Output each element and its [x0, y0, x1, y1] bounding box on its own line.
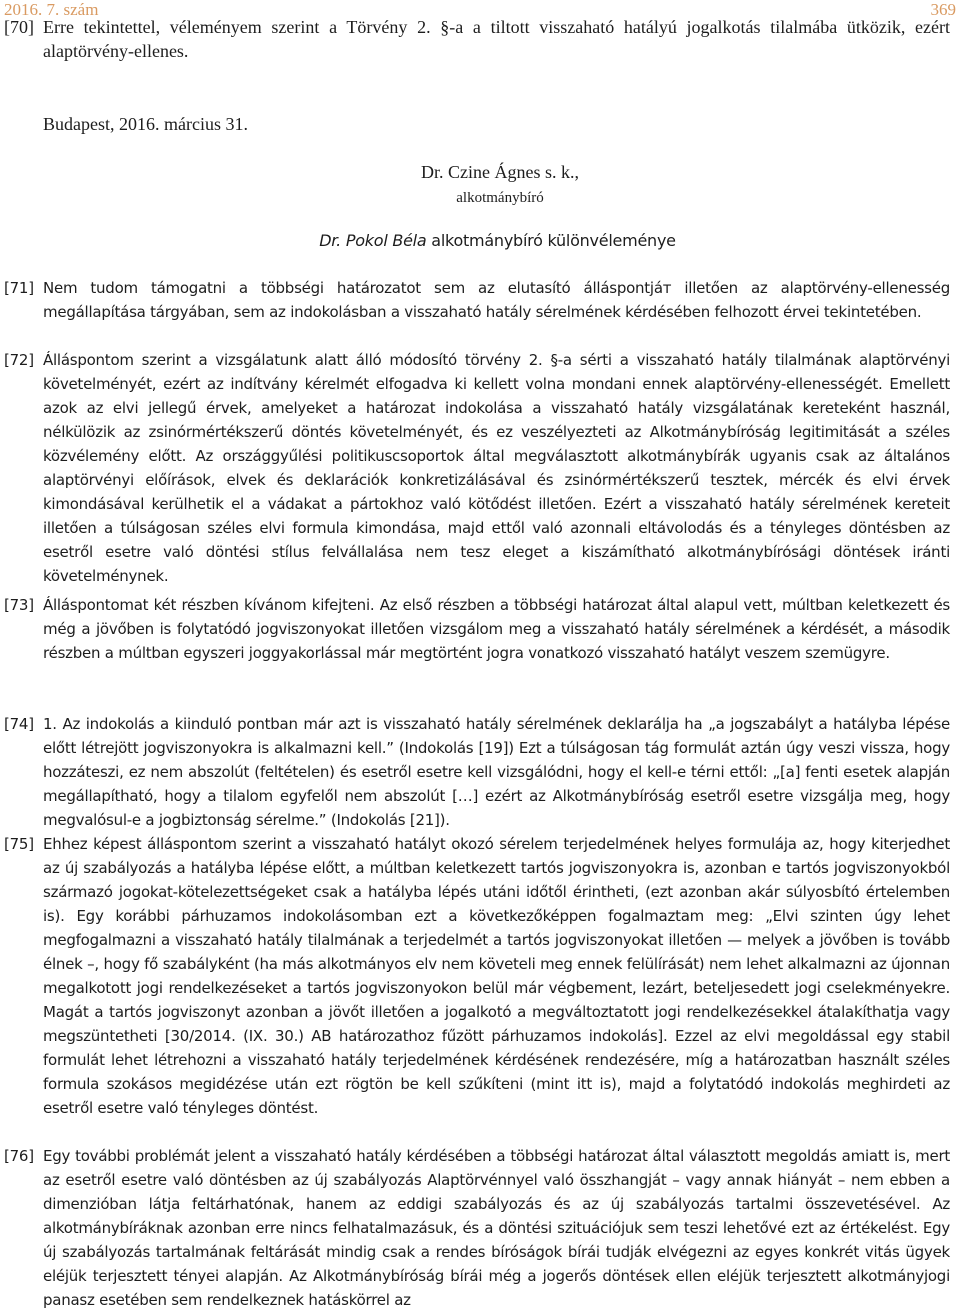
- signature-name: Dr. Czine Ágnes s. k.,: [421, 162, 579, 182]
- issue-label: 2016. 7. szám: [4, 0, 99, 19]
- paragraph-text: Álláspontomat két részben kívánom kifejteni. Az első részben a többségi határozat által alapul vett, múltban keletkezett és még a jövőben is folytatódó jogviszonyokat illetően vizsgálom meg a visszaható hatály sérelmének a kérdését, a második részben a múltban egyszeri joggyakorlással már megtörtént jogra vonatkozó visszaható hatályt veszem szemügyre.: [43, 596, 950, 662]
- paragraph-text: Ehhez képest álláspontom szerint a visszaható hatályt okozó sérelem terjedelmének helyes formulája az, hogy kiterjedhet az új szabályozás a hatályba lépése előtt, a múltban keletkezett tartós jogviszonyokra is, azonban e tartós jogviszonyokból származó jogokat-kötelezettségeket csak a hatályba lépés utáni időtől érintheti, (ezt azonban akár súlyosbító értelemben is). Egy korábbi párhuzamos indokolásomban ezt a következőképpen fogalmaztam meg: „Elvi szinten úgy lehet megfogalmazni a visszaható hatály tilalmának a terjedelmét a tartós jogviszonyokat illetően — melyek a jövőben is tovább élnek –, hogy fő szabályként (ha más alkotmányos elv nem követeli meg ennek felülírását) nem lehet alkalmazni az újonnan megalkotott jogi rendelkezéseket a tartós jogviszonyokon belül már végbement, lezárt, beteljesedett jogi cselekményekre. Magát a tartós jogviszonyt azonban a jövőt illetően a jogalkotó a megváltoztatott jogi rendelkezésekkel átalakíthatja vagy megszüntetheti [30/2014. (IX. 30.) AB határozathoz fűzött párhuzamos indokolás]. Ezzel az elvi megoldással egy stabil formulát lehet létrehozni a visszaható hatály terjedelmének kérdésének rendezésére, míg a határozatban használt széles formula szokásos megidézése után ezt rögtön be kell szűkíteni (mint itt is), majd a folytatódó indokolás meghirdeti az esetről esetre való tényleges döntést.: [43, 835, 950, 1117]
- paragraph-75: [0, 832, 950, 1120]
- dissent-heading: [0, 229, 960, 253]
- dissent-judge-name: Dr. Pokol Béla: [319, 231, 427, 250]
- signing-date: Budapest, 2016. március 31.: [43, 114, 248, 134]
- paragraph-72: [0, 348, 950, 588]
- paragraph-73: [0, 593, 950, 665]
- paragraph-number: [74]: [4, 715, 34, 733]
- paragraph-70: [0, 15, 950, 63]
- paragraph-number: [71]: [4, 279, 34, 297]
- paragraph-number: [75]: [4, 835, 34, 853]
- paragraph-76: [0, 1144, 950, 1312]
- dissent-heading-rest: alkotmánybíró különvéleménye: [426, 231, 676, 250]
- signature-title: alkotmánybíró: [456, 190, 544, 206]
- paragraph-71: [0, 276, 950, 324]
- paragraph-74: [0, 712, 950, 832]
- paragraph-number: [72]: [4, 351, 34, 369]
- paragraph-text: Nem tudom támogatni a többségi határozatot sem az elutasító álláspontjáт illetően az alaptörvény-ellenesség megállapítása tárgyában, sem az indokolásban a visszaható hatály sérelmének kérdésében felhozott érvei tekintetében.: [43, 279, 950, 321]
- paragraph-text: 1. Az indokolás a kiinduló pontban már azt is visszaható hatály sérelmének deklarálja ha „a jogszabályt a hatályba lépése előtt létrejött jogviszonyokra is alkalmazni kell.” (Indokolás [19]) Ezt a túlságosan tág formulát aztán úgy veszi vissza, hogy hozzáteszi, ez nem abszolút (feltételen) és esetről esetre kell vizsgálódni, hogy el kell-e térni ettől: „[a] fenti esetek alapján megállapítható, hogy a tilalom egyfelől nem abszolút […] ezért az Alkotmánybíróság esetről esetre vizsgálja meg, hogy megvalósul-e a jogbiztonság sérelme.” (Indokolás [21]).: [43, 715, 950, 829]
- paragraph-text: Egy további problémát jelent a visszaható hatály kérdésében a többségi határozat által választott megoldás amiatt is, mert az esetről esetre való döntésben az új szabályozás Alaptörvénnyel való összhangját – vagy annak hiányát – nem ebben a dimenzióban látja feltárhatónak, hanem az eddigi szabályozás és az új szabályozás tartalmi összevetésével. Az alkotmánybíráknak azonban erre nincs felhatalmazásuk, és a döntési szituációjuk sem teszi lehetővé ezt az értékelést. Egy új szabályozás tartalmának feltárását mindig csak a rendes bíróságok bírái tudják elvégezni az egyes konkrét vitás ügyek eléjük terjesztett tényei alapján. Az Alkotmánybíróság bírái még a jogerős döntések ellen eléjük terjesztett alkotmányjogi panasz esetében sem rendelkeznek hatáskörrel az: [43, 1147, 950, 1309]
- paragraph-text: Álláspontom szerint a vizsgálatunk alatt álló módosító törvény 2. §-a sérti a visszaható hatály tilalmának alaptörvényi követelményét, ezért az indítvány kérelmét elfogadva ki kellett volna mondani ennek alaptörvény-ellenességét. Emellett azok az elvi jellegű érvek, amelyeket a határozat indokolása a visszaható hatály vizsgálatának kereteként használ, nélkülözik az zsinórmértékszerű döntés követelményét, és ez veszélyezteti az Alkotmánybíróság legitimitását a széles közvélemény előtt. Az országgyűlési politikuscsoportok által megválasztott alkotmánybírák ugyanis csak az általános alaptörvényi előírások, elvek és deklarációk konkretizálásával és zsinórmértékszerű tesztek, mércék és elvi érvek kimondásával kerülhetik el a vádakat a pártokhoz való kötődést illetően. Ezért a visszaható hatály sérelmének kereteit illetően a túlságosan széles elvi formula kimondása, majd ettől való azonnali eltávolodás és a tényleges döntésben az esetről esetre való döntési stílus felvállalása nem tesz eleget a kiszámítható alkotmánybírósági döntések iránti követelménynek.: [43, 351, 950, 585]
- paragraph-text: Erre tekintettel, véleményem szerint a Törvény 2. §-a a tiltott visszaható hatályú jogalkotás tilalmába ütközik, ezért alaptörvény-ellenes.: [43, 17, 950, 61]
- paragraph-number: [73]: [4, 596, 34, 614]
- paragraph-number: [70]: [4, 17, 34, 37]
- page-number: 369: [930, 0, 956, 19]
- paragraph-number: [76]: [4, 1147, 34, 1165]
